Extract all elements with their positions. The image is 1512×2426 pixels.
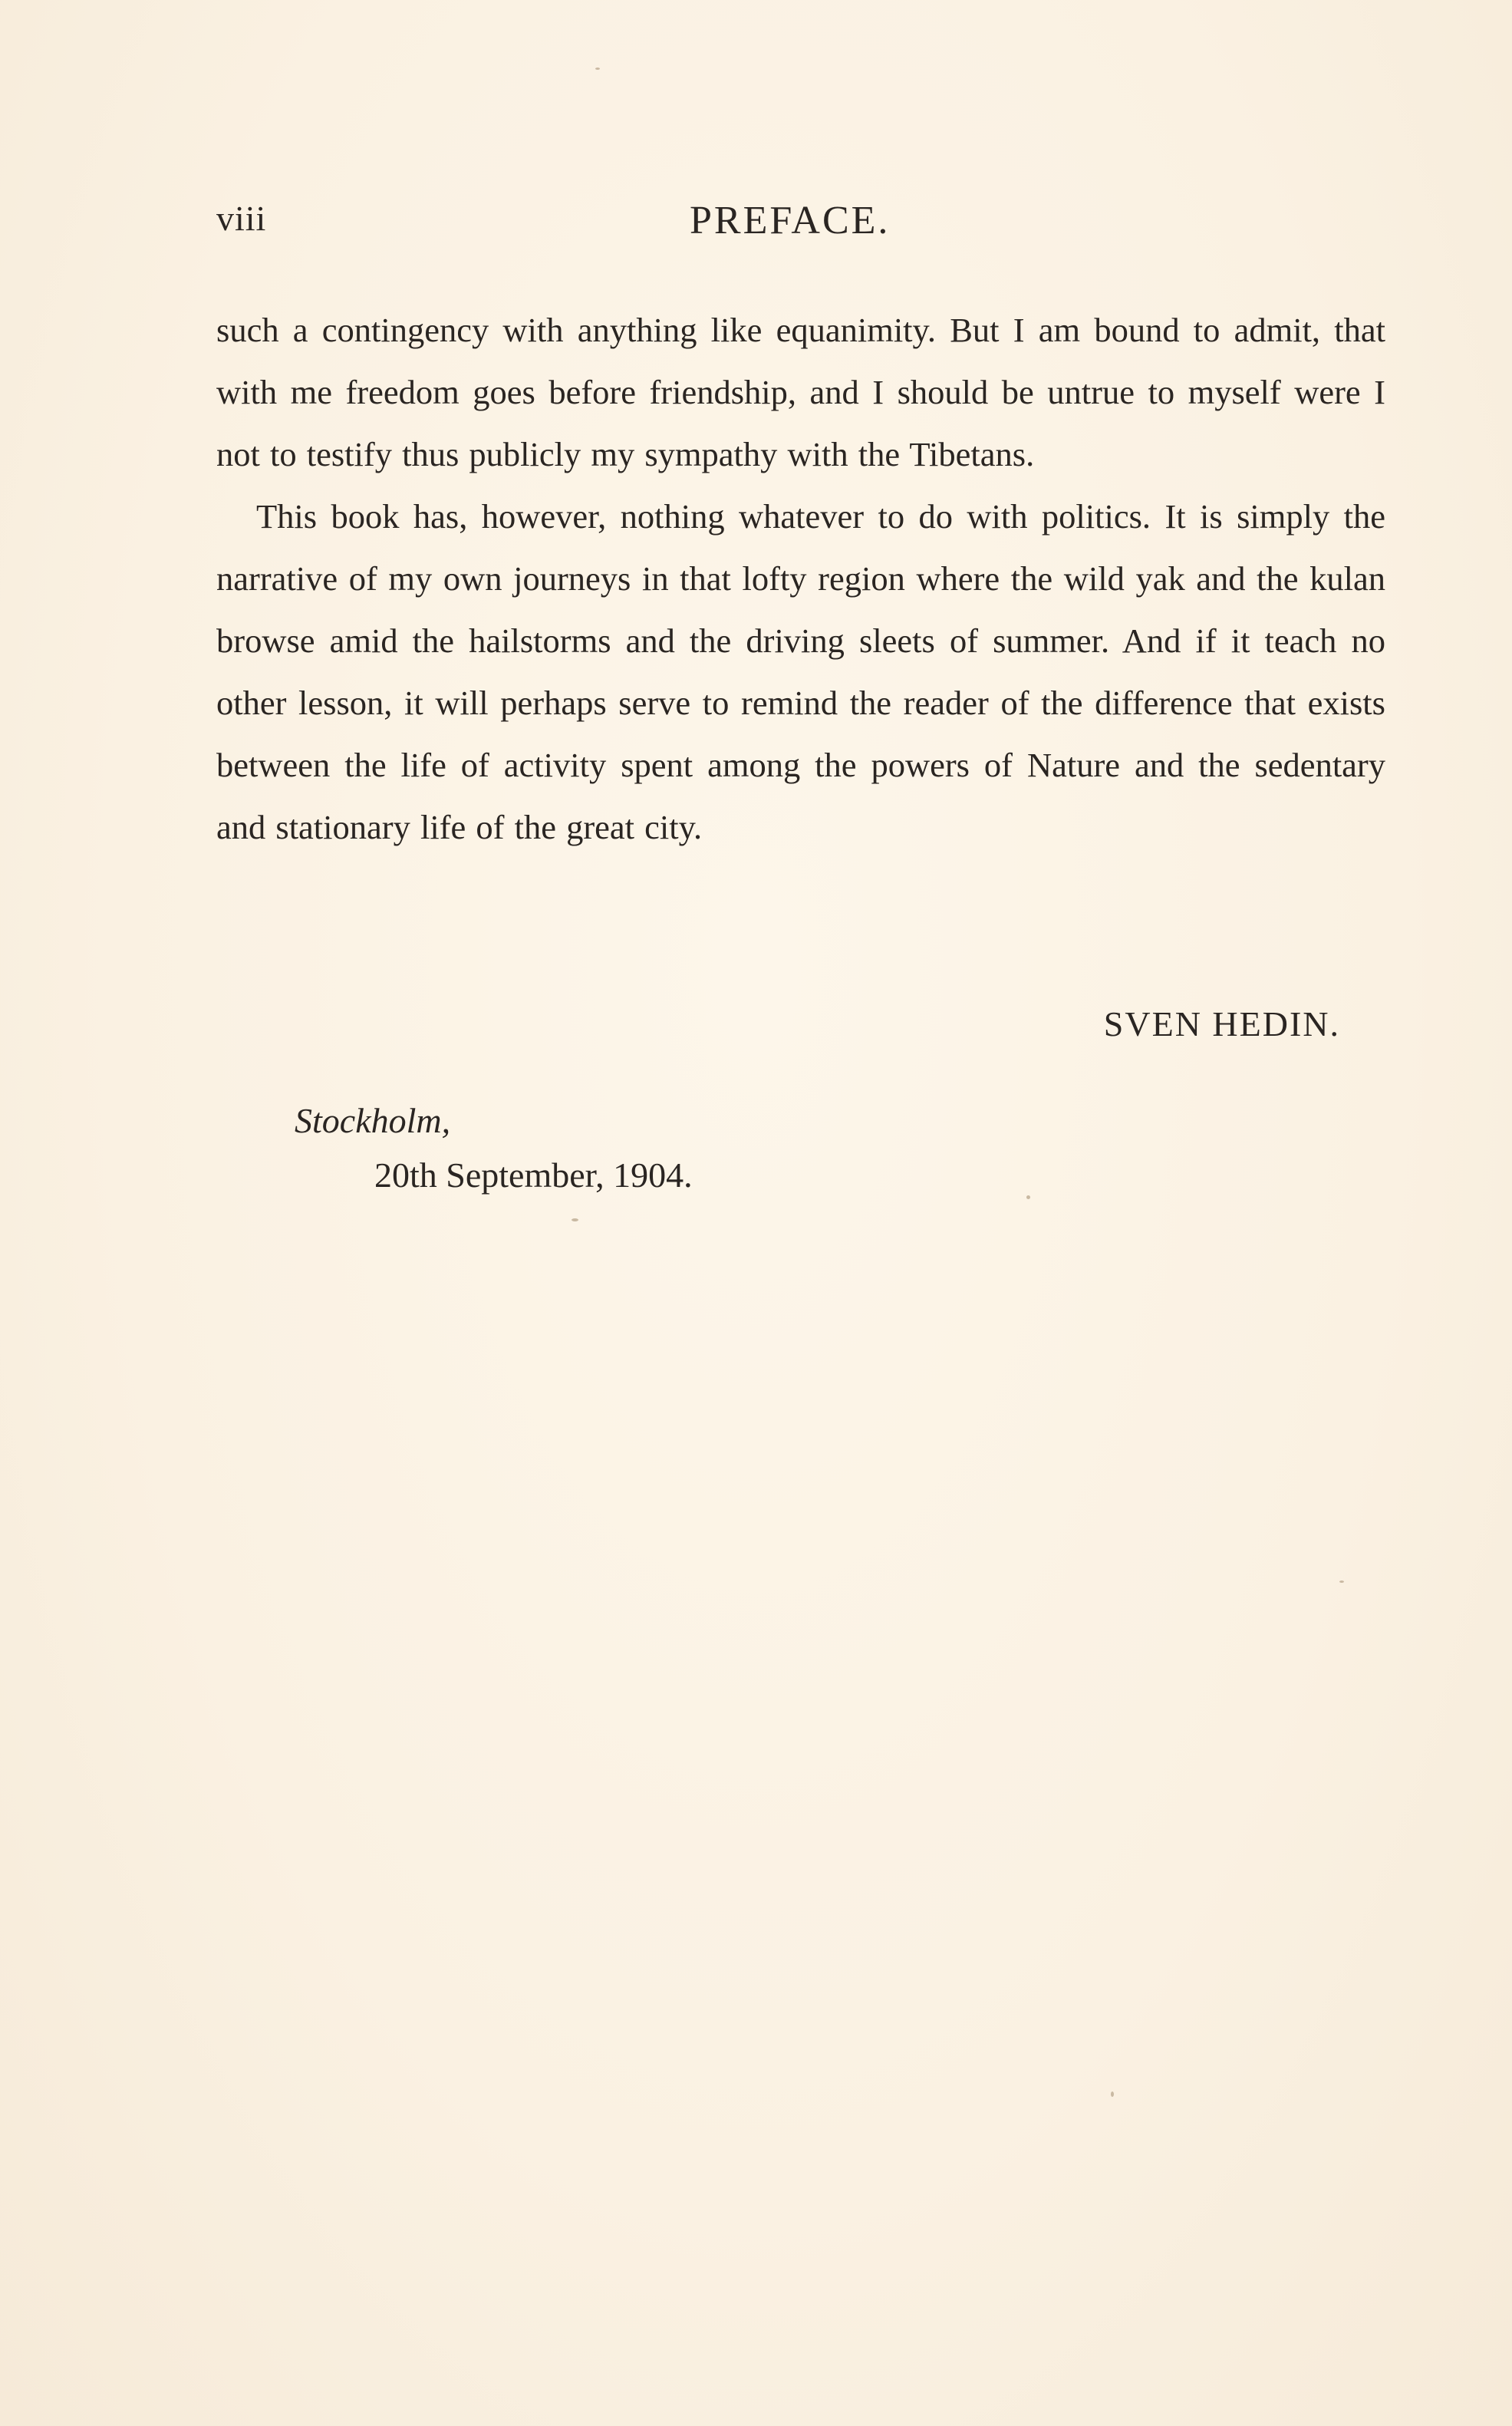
page-number: viii bbox=[216, 199, 267, 238]
preface-body bbox=[216, 299, 1385, 859]
running-title: PREFACE. bbox=[690, 199, 891, 242]
paper-speck bbox=[1339, 1581, 1344, 1583]
paper-speck bbox=[1111, 2091, 1114, 2097]
paragraph: This book has, however, nothing whatever to do with politics. It is simply the narrative of my own journeys in that lofty region where the wild yak and the kulan browse amid the hailstorms and the driving sleets of summer. And if it teach no other lesson, it will perhaps serve to remind the reader of the difference that exists between the life of activity spent among the powers of Nature and the sedentary and stationary life of the great city. bbox=[216, 497, 1385, 846]
paper-speck bbox=[1026, 1195, 1030, 1199]
paper-speck bbox=[595, 68, 600, 70]
page-header bbox=[216, 198, 1385, 252]
paper-speck bbox=[572, 1218, 578, 1221]
dateline-place: Stockholm, bbox=[295, 1101, 451, 1140]
dateline-date: 20th September, 1904. bbox=[374, 1155, 693, 1195]
author-signature: SVEN HEDIN. bbox=[1103, 1004, 1340, 1043]
paragraph-continuation: such a contingency with anything like equanimity. But I am bound to admit, that with me freedom goes before friendship, and I should be untrue to myself were I not to testify thus publicly my sympathy with the Tibetans. bbox=[216, 311, 1385, 473]
